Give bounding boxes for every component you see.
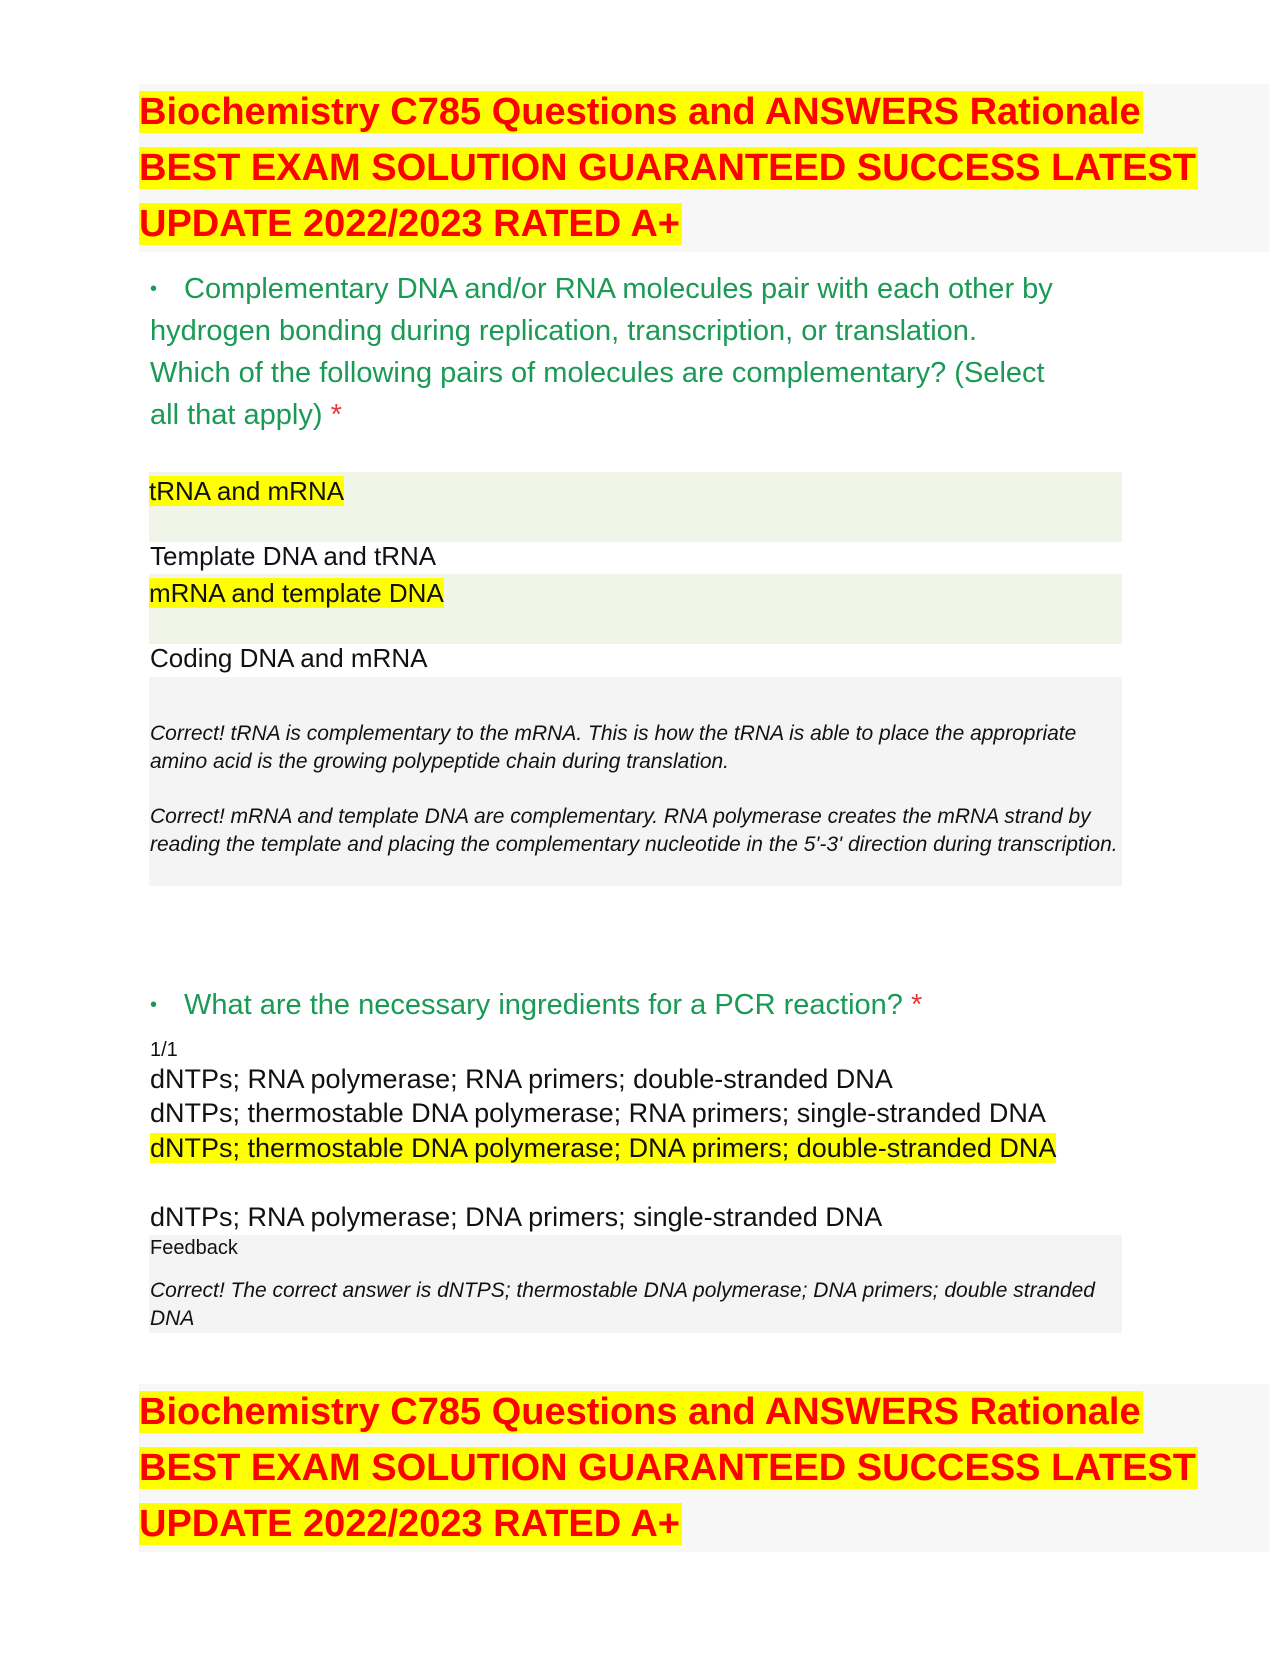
footer-title-line-1: Biochemistry C785 Questions and ANSWERS Rationale [139,1391,1141,1433]
q1-feedback-text-1: Correct! tRNA is complementary to the mRNA. This is how the tRNA is able to place the appropriate amino acid is the growing polypeptide chain during translation. [150,722,1077,773]
q2-feedback-label: Feedback [150,1237,238,1259]
q1-option-4[interactable]: Coding DNA and mRNA [150,643,428,673]
q2-feedback-text: Correct! The correct answer is dNTPS; thermostable DNA polymerase; DNA primers; double stranded DNA [150,1279,1095,1330]
q1-option-2[interactable]: Template DNA and tRNA [150,541,437,571]
question-1-line-2: hydrogen bonding during replication, transcription, or translation. [150,315,977,347]
bullet-icon: • [150,994,158,1016]
q1-feedback-text-2: Correct! mRNA and template DNA are complementary. RNA polymerase creates the mRNA strand by reading the template and placing the complementary nucleotide in the 5'-3' direction during transcription. [150,805,1118,856]
question-1-line-3: Which of the following pairs of molecules are complementary? (Select [150,357,1045,389]
q1-option-3-selected[interactable] [149,574,1122,644]
q1-option-1-selected[interactable] [149,472,1122,542]
required-asterisk: * [330,399,342,431]
footer-title-line-2: BEST EXAM SOLUTION GUARANTEED SUCCESS LATEST [139,1447,1197,1489]
question-2-text: What are the necessary ingredients for a PCR reaction? [184,989,903,1021]
title-line-1: Biochemistry C785 Questions and ANSWERS Rationale [139,91,1141,133]
q1-option-3-label: mRNA and template DNA [149,578,444,608]
title-line-2: BEST EXAM SOLUTION GUARANTEED SUCCESS LATEST [139,147,1197,189]
q2-option-3-label: dNTPs; thermostable DNA polymerase; DNA primers; double-stranded DNA [150,1133,1057,1163]
q1-option-1-label: tRNA and mRNA [149,476,345,506]
question-1 [150,268,1130,436]
q2-option-3-selected[interactable] [150,1131,1056,1165]
q2-score: 1/1 [150,1039,178,1061]
question-2 [150,984,1130,1026]
question-1-line-4: all that apply) [150,399,323,431]
q2-option-1[interactable]: dNTPs; RNA polymerase; RNA primers; double-stranded DNA [150,1064,893,1094]
document-footer-title [139,1384,1269,1552]
required-asterisk: * [910,989,923,1021]
document-title [139,84,1269,252]
q2-option-2[interactable]: dNTPs; thermostable DNA polymerase; RNA primers; single-stranded DNA [150,1098,1046,1128]
question-1-line-1: Complementary DNA and/or RNA molecules pair with each other by [184,273,1053,305]
q2-option-4[interactable]: dNTPs; RNA polymerase; DNA primers; single-stranded DNA [150,1202,883,1232]
footer-title-line-3: UPDATE 2022/2023 RATED A+ [139,1503,680,1545]
bullet-icon: • [150,278,158,300]
title-line-3: UPDATE 2022/2023 RATED A+ [139,203,680,245]
